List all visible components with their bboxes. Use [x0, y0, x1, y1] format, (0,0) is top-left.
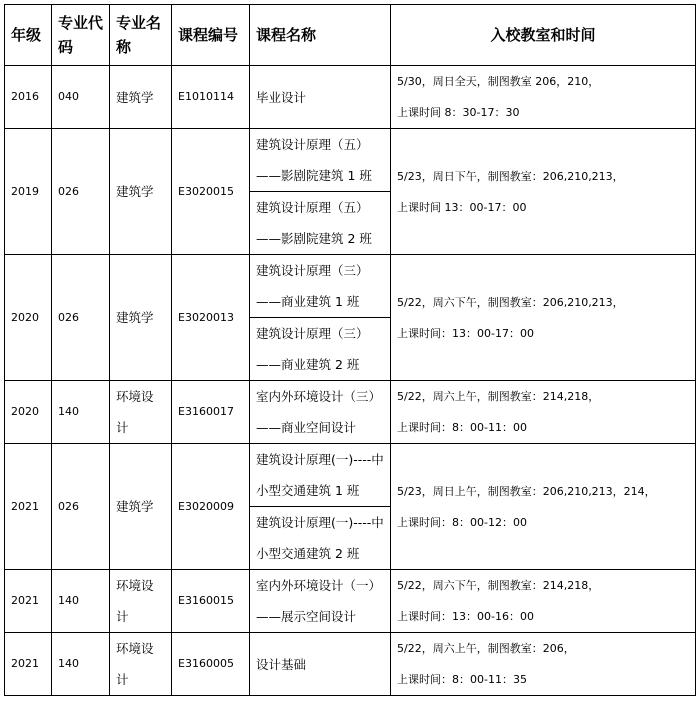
time-text: 上课时间：8：00-12：00: [397, 515, 527, 529]
time-text: 上课时间：13：00-17：00: [397, 326, 534, 340]
schedule-table: [4, 4, 696, 696]
room-time-cell: [391, 66, 696, 129]
grade-cell: 2020: [5, 381, 52, 444]
course-code-cell: E3020013: [172, 255, 250, 381]
header-course-code: 课程编号: [172, 5, 250, 66]
major-cell: 建筑学: [110, 66, 172, 129]
major-cell: 环境设计: [110, 381, 172, 444]
course-name-cell: 建筑设计原理(一)----中小型交通建筑 2 班: [250, 507, 391, 570]
grade-cell: 2021: [5, 444, 52, 570]
course-name-cell: 建筑设计原理（五）——影剧院建筑 2 班: [250, 192, 391, 255]
room-text: 5/22，周六上午，制图教室：206，: [397, 642, 575, 655]
room-text: 5/22，周六下午，制图教室：206,210,213，: [397, 295, 624, 309]
time-text: 上课时间 13：00-17：00: [397, 200, 527, 214]
course-name-cell: 室内外环境设计（三）——商业空间设计: [250, 381, 391, 444]
grade-cell: 2020: [5, 255, 52, 381]
header-major-name: 专业名称: [110, 5, 172, 66]
header-course-name: 课程名称: [250, 5, 391, 66]
table-row: [5, 381, 696, 444]
header-room-time: 入校教室和时间: [391, 5, 696, 66]
course-name-cell: 建筑设计原理（三）——商业建筑 1 班: [250, 255, 391, 318]
room-text: 5/22，周六上午，制图教室：214,218，: [397, 390, 600, 403]
code-cell: 040: [52, 66, 110, 129]
room-time-cell: [391, 570, 696, 633]
major-cell: 建筑学: [110, 444, 172, 570]
room-time-cell: [391, 255, 696, 381]
code-cell: 140: [52, 381, 110, 444]
code-cell: 026: [52, 129, 110, 255]
room-text: 5/23，周日上午，制图教室：206,210,213，214，: [397, 484, 656, 498]
grade-cell: 2021: [5, 570, 52, 633]
code-cell: 140: [52, 633, 110, 696]
major-cell: 建筑学: [110, 129, 172, 255]
table-row: [5, 255, 696, 318]
code-cell: 026: [52, 255, 110, 381]
course-name-cell: 建筑设计原理(一)----中小型交通建筑 1 班: [250, 444, 391, 507]
course-name-cell: 设计基础: [250, 633, 391, 696]
table-row: [5, 66, 696, 129]
course-name-cell: 室内外环境设计（一）——展示空间设计: [250, 570, 391, 633]
table-row: [5, 570, 696, 633]
major-cell: 环境设计: [110, 633, 172, 696]
room-text: 5/22，周六下午，制图教室：214,218，: [397, 579, 600, 592]
table-row: [5, 129, 696, 192]
header-grade: 年级: [5, 5, 52, 66]
course-name-cell: 建筑设计原理（三）——商业建筑 2 班: [250, 318, 391, 381]
code-cell: 026: [52, 444, 110, 570]
course-name-cell: 建筑设计原理（五）——影剧院建筑 1 班: [250, 129, 391, 192]
course-code-cell: E3020015: [172, 129, 250, 255]
header-major-code: 专业代码: [52, 5, 110, 66]
time-text: 上课时间：8：00-11：35: [397, 673, 527, 686]
major-cell: 环境设计: [110, 570, 172, 633]
table-row: [5, 444, 696, 507]
course-code-cell: E3160015: [172, 570, 250, 633]
time-text: 上课时间：13：00-16：00: [397, 610, 534, 623]
room-time-cell: [391, 129, 696, 255]
room-text: 5/30，周日全天，制图教室 206，210，: [397, 75, 600, 88]
course-code-cell: E3020009: [172, 444, 250, 570]
code-cell: 140: [52, 570, 110, 633]
grade-cell: 2021: [5, 633, 52, 696]
table-row: [5, 633, 696, 696]
grade-cell: 2019: [5, 129, 52, 255]
room-time-cell: [391, 633, 696, 696]
major-cell: 建筑学: [110, 255, 172, 381]
course-name-cell: 毕业设计: [250, 66, 391, 129]
course-code-cell: E3160017: [172, 381, 250, 444]
header-row: [5, 5, 696, 66]
time-text: 上课时间 8：30-17：30: [397, 106, 520, 119]
course-code-cell: E3160005: [172, 633, 250, 696]
grade-cell: 2016: [5, 66, 52, 129]
room-text: 5/23，周日下午，制图教室：206,210,213，: [397, 169, 624, 183]
time-text: 上课时间：8：00-11：00: [397, 421, 527, 434]
course-code-cell: E1010114: [172, 66, 250, 129]
room-time-cell: [391, 381, 696, 444]
room-time-cell: [391, 444, 696, 570]
